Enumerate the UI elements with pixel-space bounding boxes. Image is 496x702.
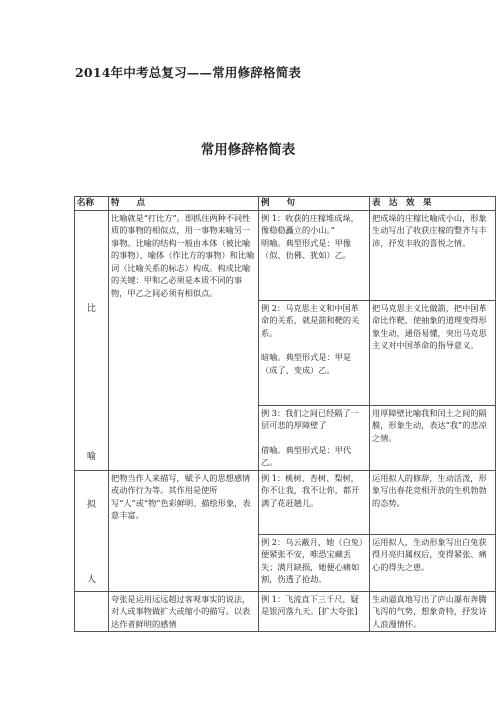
name-char: 比	[86, 303, 96, 314]
example-cell	[259, 210, 370, 300]
example-cell: 例 2：乌云蔽月，她（白兔）便紧张不安，唯恐宝藏丢失；满月缺损，她便心痛如割，伤透了抢劫。	[259, 534, 370, 591]
example-cell	[259, 300, 370, 405]
name-char: 拟	[86, 499, 96, 510]
page-title: 2014年中考总复习——常用修辞格简表	[75, 65, 302, 80]
example-type: 明喻。典型形式是：甲像（似、仿佛、犹如）乙。	[261, 237, 352, 260]
name-cell-hyperbole	[75, 591, 109, 632]
effect-cell: 运用拟人的修辞，生动活泼，形象写出春花竞相开放的生机勃勃的态势。	[370, 470, 496, 534]
header-effect: 表 达 效 果	[370, 197, 496, 211]
rhetoric-table	[74, 196, 496, 632]
effect-cell: 生动逼真地写出了庐山瀑布奔腾飞泻的气势，想象奇特，抒发诗人浪漫情怀。	[370, 591, 496, 632]
example-type: 暗喻。典型形式是：甲是（成了、变成）乙。	[261, 352, 352, 375]
table-row	[75, 591, 496, 632]
example-sentence: 例 3：我们之间已经隔了一层可悲的厚障壁了	[261, 407, 359, 430]
name-char: 人	[86, 574, 96, 585]
effect-cell: 运用拟人，生动形象写出白兔获得月亮归属权后，变得紧张、痛心的得失之患。	[370, 534, 496, 591]
features-cell: 比喻就是“打比方”。即抓住两种不同性质的事物的相似点，用一事物来喻另一事物。比喻的结构一般由本体（被比喻的事物）、喻体（作比方的事物）和比喻词（比喻关系的标志）构成。构成比喻的关键：甲和乙必须是本质不同的事物，甲乙之间必须有相似点。	[109, 210, 259, 470]
header-name: 名称	[75, 197, 109, 211]
table-row	[75, 470, 496, 534]
header-features: 特 点	[109, 197, 259, 211]
effect-cell: 把成垛的庄稼比喻成小山，形象生动写出了收获庄稼的整齐与丰沛，抒发丰收的喜悦之情。	[370, 210, 496, 300]
example-sentence: 例 1：收获的庄稼堆成垛，像稳稳矗立的小山。”	[261, 212, 359, 235]
features-cell: 把物当作人来描写，赋予人的思想感情或动作行为等。其作用是使所写“人”或“物”色彩鲜明、描绘形象，表意丰富。	[109, 470, 259, 591]
example-sentence: 例 2：马克思主义和中国革命的关系，就是箭和靶的关系。	[261, 302, 360, 338]
effect-cell: 把马克思主义比做箭，把中国革命比作靶，使抽象的道理变得形象生动，通俗易懂，突出马克思主义对中国革命的指导意义。	[370, 300, 496, 405]
example-cell: 例 1：桃树、杏树、梨树，你不让我，我不让你，都开满了花赶趟儿。	[259, 470, 370, 534]
features-cell: 夸张是运用远远超过客观事实的说法，对人或事物做扩大或缩小的描写。以表达作者鲜明的感情	[109, 591, 259, 632]
example-cell	[259, 405, 370, 470]
table-row	[75, 210, 496, 300]
effect-cell: 用厚障壁比喻我和闰土之间的隔膜，形象生动，表达“我”的悲凉之情。	[370, 405, 496, 470]
name-cell-metaphor	[75, 210, 109, 470]
name-cell-personification	[75, 470, 109, 591]
example-type: 借喻。典型形式是：甲代乙。	[261, 444, 352, 467]
example-cell: 例 1：飞流直下三千尺，疑是银河落九天。[扩大夸张]	[259, 591, 370, 632]
table-header-row	[75, 197, 496, 211]
header-example: 例 句	[259, 197, 370, 211]
name-char: 喻	[86, 451, 96, 462]
table-title: 常用修辞格简表	[200, 142, 296, 158]
